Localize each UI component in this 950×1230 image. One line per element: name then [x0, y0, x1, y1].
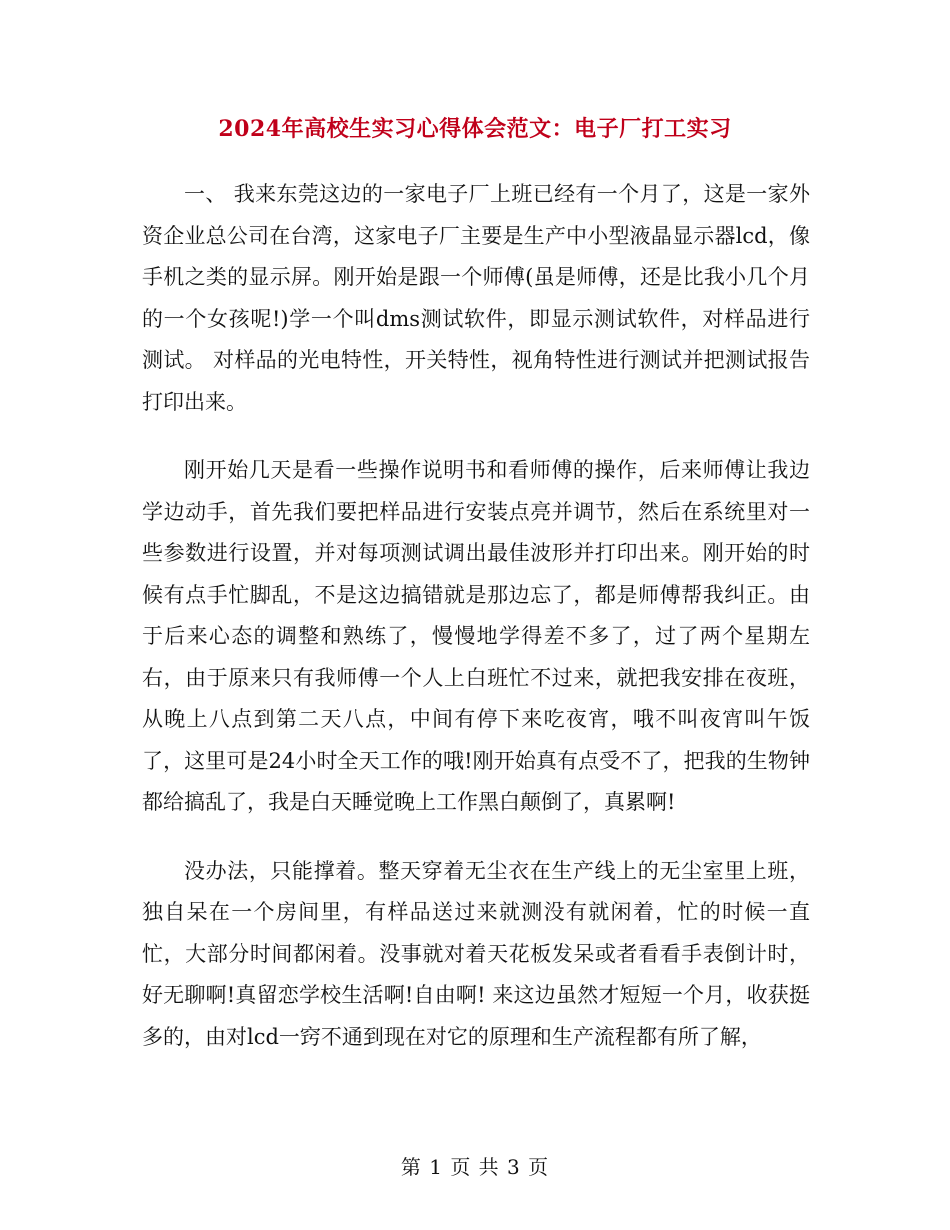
paragraph: 刚开始几天是看一些操作说明书和看师傅的操作，后来师傅让我边学边动手，首先我们要把样品进行安装点亮并调节，然后在系统里对一些参数进行设置，并对每项测试调出最佳波形并打印出来。刚开始的时候有点手忙脚乱，不是这边搞错就是那边忘了，都是师傅帮我纠正。由于后来心态的调整和熟练了，慢慢地学得差不多了，过了两个星期左右，由于原来只有我师傅一个人上白班忙不过来，就把我安排在夜班，从晚上八点到第二天八点，中间有停下来吃夜宵，哦不叫夜宵叫午饭了，这里可是24小时全天工作的哦!刚开始真有点受不了，把我的生物钟都给搞乱了，我是白天睡觉晚上工作黑白颠倒了，真累啊!: [142, 458, 810, 814]
paragraph: 一、 我来东莞这边的一家电子厂上班已经有一个月了，这是一家外资企业总公司在台湾，这家电子厂主要是生产中小型液晶显示器lcd，像手机之类的显示屏。刚开始是跟一个师傅(虽是师傅，还是比我小几个月的一个女孩呢!)学一个叫dms测试软件，即显示测试软件，对样品进行测试。 对样品的光电特性，开关特性，视角特性进行测试并把测试报告打印出来。: [142, 182, 810, 414]
paragraph: 没办法，只能撑着。整天穿着无尘衣在生产线上的无尘室里上班，独自呆在一个房间里，有样品送过来就测没有就闲着，忙的时候一直忙，大部分时间都闲着。没事就对着天花板发呆或者看看手表倒计时，好无聊啊!真留恋学校生活啊!自由啊! 来这边虽然才短短一个月，收获挺多的，由对lcd一窍不通到现在对它的原理和生产流程都有所了解，: [142, 858, 810, 1049]
document-title: 2024年高校生实习心得体会范文：电子厂打工实习: [218, 116, 732, 142]
document-body: [142, 174, 810, 1085]
page-number-footer: 第 1 页 共 3 页: [400, 1155, 550, 1179]
